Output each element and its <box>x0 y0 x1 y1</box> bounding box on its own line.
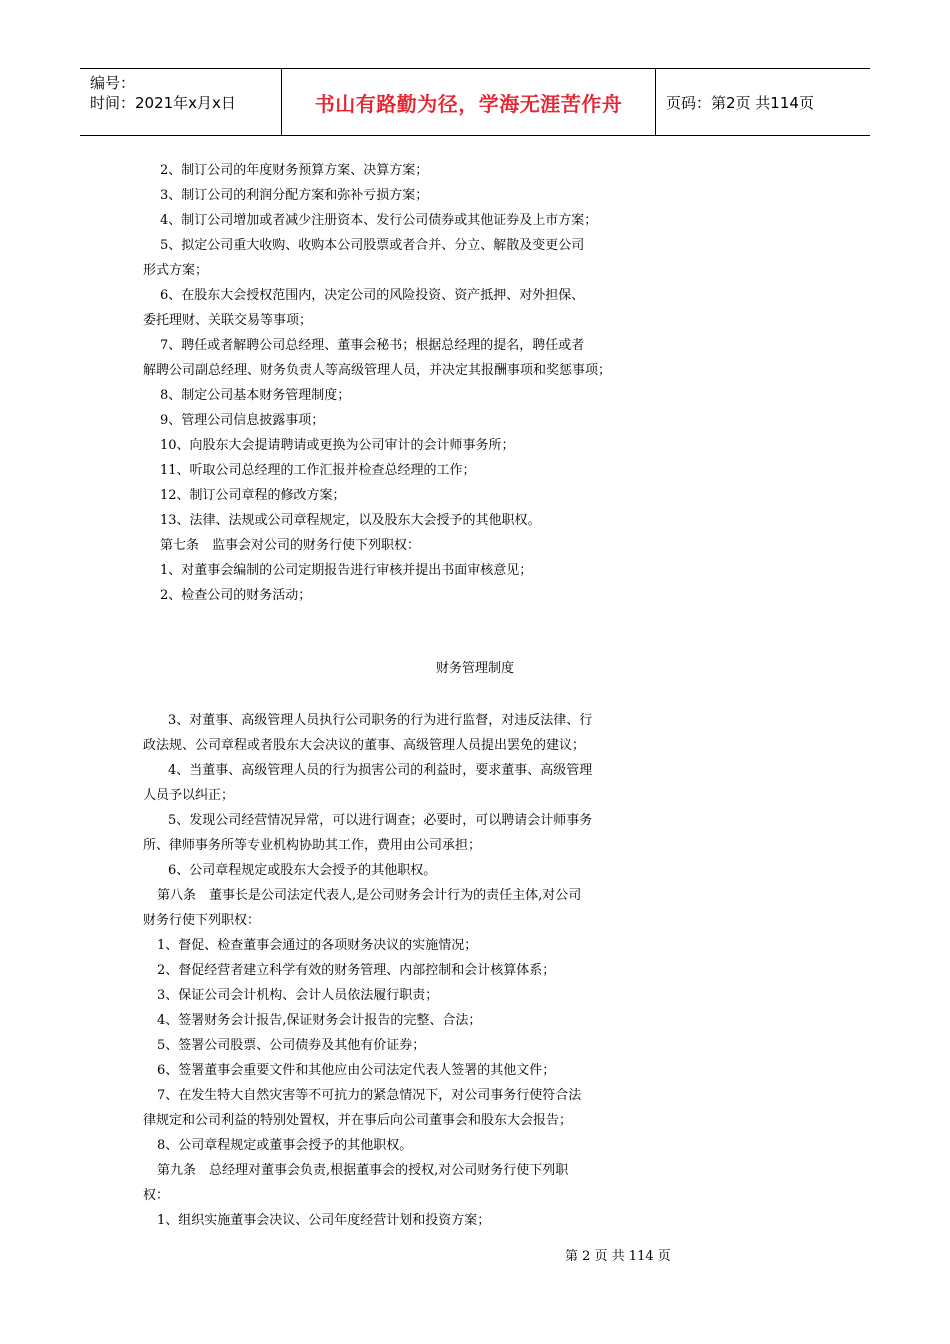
body-line: 4、当董事、高级管理人员的行为损害公司的利益时，要求董事、高级管理 <box>168 763 593 778</box>
body-line: 5、发现公司经营情况异常，可以进行调查；必要时，可以聘请会计师事务 <box>168 813 593 828</box>
body-line: 6、签署董事会重要文件和其他应由公司法定代表人签署的其他文件； <box>157 1063 556 1078</box>
body-line: 7、在发生特大自然灾害等不可抗力的紧急情况下，对公司事务行使符合法 <box>157 1088 582 1103</box>
body-line: 10、向股东大会提请聘请或更换为公司审计的会计师事务所； <box>160 438 515 453</box>
body-line: 2、检查公司的财务活动； <box>160 588 312 603</box>
body-line: 6、公司章程规定或股东大会授予的其他职权。 <box>168 863 437 878</box>
body-line: 所、律师事务所等专业机构协助其工作，费用由公司承担； <box>143 838 482 853</box>
body-line: 财务行使下列职权： <box>143 913 261 928</box>
body-line: 7、聘任或者解聘公司总经理、董事会秘书；根据总经理的提名，聘任或者 <box>160 338 585 353</box>
body-line: 3、对董事、高级管理人员执行公司职务的行为进行监督，对违反法律、行 <box>168 713 593 728</box>
body-line: 6、在股东大会授权范围内，决定公司的风险投资、资产抵押、对外担保、 <box>160 288 585 303</box>
body-line: 2、督促经营者建立科学有效的财务管理、内部控制和会计核算体系； <box>157 963 556 978</box>
body-line: 形式方案； <box>143 263 209 278</box>
body-line: 委托理财、关联交易等事项； <box>143 313 313 328</box>
body-line: 3、保证公司会计机构、会计人员依法履行职责； <box>157 988 439 1003</box>
body-line: 4、制订公司增加或者减少注册资本、发行公司债券或其他证券及上市方案； <box>160 213 598 228</box>
body-line: 4、签署财务会计报告,保证财务会计报告的完整、合法； <box>157 1013 482 1028</box>
body-line: 1、督促、检查董事会通过的各项财务决议的实施情况； <box>157 938 478 953</box>
body-line: 第八条 董事长是公司法定代表人,是公司财务会计行为的责任主体,对公司 <box>157 888 582 903</box>
body-line: 第七条 监事会对公司的财务行使下列职权： <box>160 538 421 553</box>
body-line: 8、制定公司基本财务管理制度； <box>160 388 351 403</box>
body-line: 人员予以纠正； <box>143 788 235 803</box>
body-line: 1、对董事会编制的公司定期报告进行审核并提出书面审核意见； <box>160 563 533 578</box>
page-header <box>80 68 870 136</box>
body-line: 第九条 总经理对董事会负责,根据董事会的授权,对公司财务行使下列职 <box>157 1163 569 1178</box>
body-line: 2、制订公司的年度财务预算方案、决算方案； <box>160 163 429 178</box>
header-page-info: 页码：第2页 共114页 <box>666 93 814 112</box>
body-line: 8、公司章程规定或董事会授予的其他职权。 <box>157 1138 413 1153</box>
document-time-label: 时间：2021年x月x日 <box>90 94 236 112</box>
body-line: 11、听取公司总经理的工作汇报并检查总经理的工作； <box>160 463 476 478</box>
header-meta <box>80 69 282 135</box>
document-number-label: 编号： <box>90 74 136 92</box>
body-line: 9、管理公司信息披露事项； <box>160 413 325 428</box>
body-line: 3、制订公司的利润分配方案和弥补亏损方案； <box>160 188 429 203</box>
body-line: 律规定和公司利益的特别处置权，并在事后向公司董事会和股东大会报告； <box>143 1113 573 1128</box>
body-line: 解聘公司副总经理、财务负责人等高级管理人员，并决定其报酬事项和奖惩事项； <box>143 363 612 378</box>
footer-page-number: 第 2 页 共 114 页 <box>565 1249 671 1264</box>
body-line: 1、组织实施董事会决议、公司年度经营计划和投资方案； <box>157 1213 491 1228</box>
header-motto: 书山有路勤为径，学海无涯苦作舟 <box>282 69 656 135</box>
section-title: 财务管理制度 <box>435 661 514 676</box>
body-line: 5、拟定公司重大收购、收购本公司股票或者合并、分立、解散及变更公司 <box>160 238 585 253</box>
body-line: 5、签署公司股票、公司债券及其他有价证券； <box>157 1038 426 1053</box>
body-line: 13、法律、法规或公司章程规定，以及股东大会授予的其他职权。 <box>160 513 541 528</box>
body-line: 权： <box>143 1188 170 1203</box>
body-line: 12、制订公司章程的修改方案； <box>160 488 346 503</box>
body-line: 政法规、公司章程或者股东大会决议的董事、高级管理人员提出罢免的建议； <box>143 738 586 753</box>
